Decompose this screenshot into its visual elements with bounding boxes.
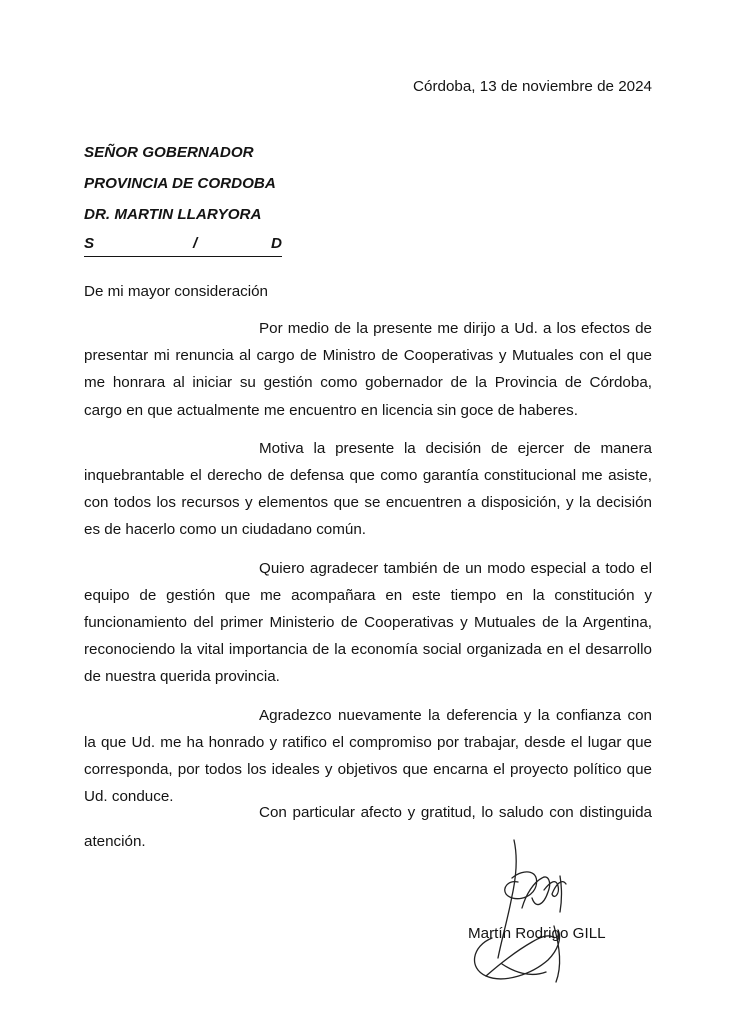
su-despacho-line xyxy=(84,232,282,257)
paragraph-3: Quiero agradecer también de un modo especial a todo el equipo de gestión que me acompañara en este tiempo en la constitución y funcionamiento del primer Ministerio de Cooperativas y Mutuales de la Argentina, reconociendo la vital importancia de la economía social organizada en el desarrollo de nuestra querida provincia. xyxy=(84,559,652,686)
closing-text: Con particular afecto y gratitud, lo saludo con distinguida atención. xyxy=(84,804,652,850)
signer-name: Martín Rodrigo GILL xyxy=(468,925,606,942)
sd-slash: / xyxy=(193,235,198,252)
letter-body xyxy=(84,315,652,821)
paragraph-2: Motiva la presente la decisión de ejercer de manera inquebrantable el derecho de defensa que como garantía constitucional me asiste, con todos los recursos y elementos que se encuentren a disposición, y la decisión es de hacerlo como un ciudadano común. xyxy=(84,439,652,539)
addressee-block xyxy=(84,137,282,257)
sd-d: D xyxy=(271,235,282,252)
addressee-title: SEÑOR GOBERNADOR xyxy=(84,144,254,161)
letter-date: Córdoba, 13 de noviembre de 2024 xyxy=(413,78,652,95)
paragraph-4: Agradezco nuevamente la deferencia y la confianza con la que Ud. me ha honrado y ratifico el compromiso por trabajar, desde el lugar que corresponda, por todos los ideales y objetivos que encarna el proyecto político que Ud. conduce. xyxy=(84,706,652,806)
sd-s: S xyxy=(84,235,95,252)
addressee-name: DR. MARTIN LLARYORA xyxy=(84,206,262,223)
paragraph-1: Por medio de la presente me dirijo a Ud. a los efectos de presentar mi renuncia al cargo de Ministro de Cooperativas y Mutuales con el que me honrara al iniciar su gestión como gobernador de la Provincia de Córdoba, cargo en que actualmente me encuentro en licencia sin goce de haberes. xyxy=(84,320,652,419)
salutation: De mi mayor consideración xyxy=(84,283,269,300)
handwritten-signature xyxy=(462,838,602,988)
addressee-province: PROVINCIA DE CORDOBA xyxy=(84,175,276,192)
